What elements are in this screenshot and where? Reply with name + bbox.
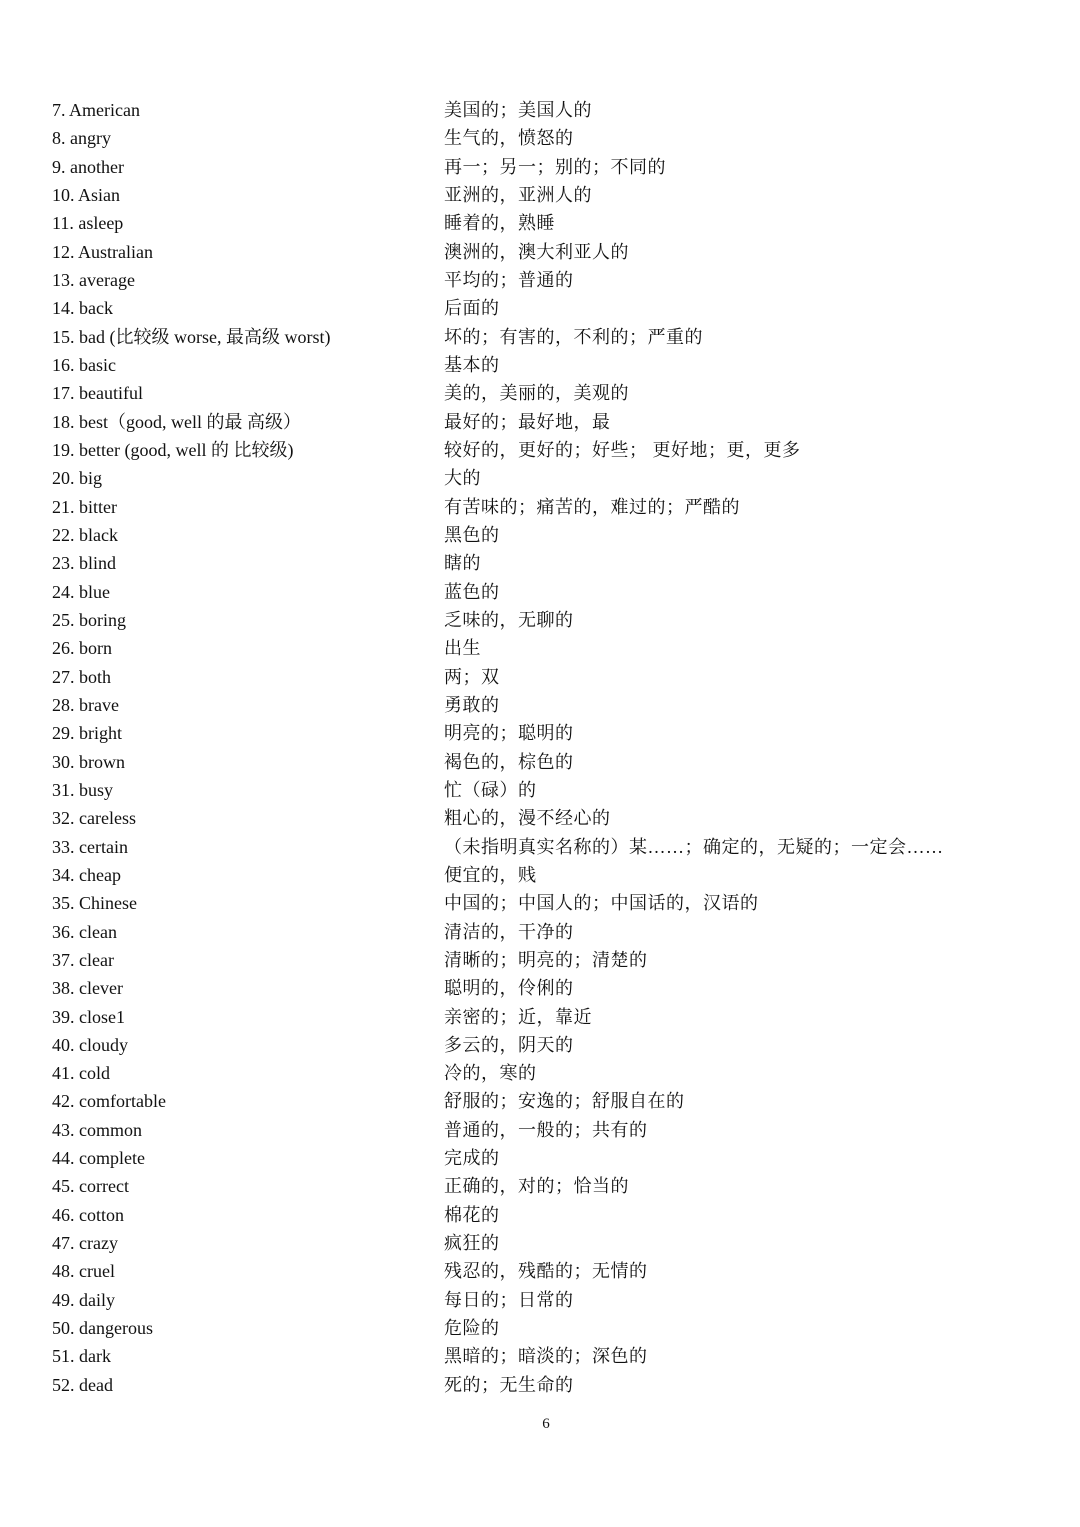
vocab-term: 46. cotton <box>52 1204 124 1225</box>
vocab-meaning: 澳洲的，澳大利亚人的 <box>444 241 629 262</box>
vocab-term: 30. brown <box>52 751 125 772</box>
vocab-term: 50. dangerous <box>52 1318 153 1339</box>
vocab-meaning: 疯狂的 <box>444 1233 500 1254</box>
vocab-term: 12. Australian <box>52 241 153 262</box>
vocab-term: 29. bright <box>52 723 122 744</box>
vocab-meaning: 死的；无生命的 <box>444 1374 574 1395</box>
vocab-entry <box>52 918 1052 946</box>
vocab-term: 22. black <box>52 524 118 545</box>
vocab-term: 39. close1 <box>52 1006 125 1027</box>
vocab-meaning: 普通的，一般的；共有的 <box>444 1119 648 1140</box>
vocab-entry <box>52 833 1052 861</box>
vocab-entry <box>52 493 1052 521</box>
vocab-meaning: 美国的；美国人的 <box>444 100 592 120</box>
vocab-term: 33. certain <box>52 836 128 857</box>
vocab-meaning: 较好的，更好的；好些； 更好地；更，更多 <box>444 439 801 460</box>
vocab-term: 42. comfortable <box>52 1091 166 1112</box>
vocab-entry <box>52 1087 1052 1115</box>
vocab-term: 11. asleep <box>52 213 124 234</box>
vocab-entry <box>52 578 1052 606</box>
vocab-meaning: 有苦味的；痛苦的，难过的；严酷的 <box>444 496 740 517</box>
vocab-entry <box>52 1314 1052 1342</box>
vocab-term: 38. clever <box>52 978 123 999</box>
page-number: 6 <box>542 1416 550 1432</box>
vocab-term: 15. bad (比较级 worse, 最高级 worst) <box>52 326 331 347</box>
vocab-entry <box>52 663 1052 691</box>
vocab-term: 49. daily <box>52 1289 115 1310</box>
vocab-meaning: 基本的 <box>444 354 500 375</box>
vocab-meaning: 褐色的，棕色的 <box>444 751 574 772</box>
vocab-term: 34. cheap <box>52 864 121 885</box>
vocab-entry <box>52 96 1052 124</box>
vocab-entry <box>52 1342 1052 1370</box>
vocab-meaning: 勇敢的 <box>444 694 500 715</box>
vocab-meaning: 明亮的；聪明的 <box>444 723 574 744</box>
vocab-term: 44. complete <box>52 1148 145 1169</box>
vocab-meaning: 亲密的；近，靠近 <box>444 1006 592 1027</box>
vocab-entry <box>52 804 1052 832</box>
vocab-entry <box>52 861 1052 889</box>
vocab-term: 7. American <box>52 100 140 120</box>
vocab-entry <box>52 238 1052 266</box>
vocab-meaning: 清晰的；明亮的；清楚的 <box>444 949 648 970</box>
vocab-term: 48. cruel <box>52 1261 115 1282</box>
vocab-meaning: 再一；另一；别的；不同的 <box>444 156 666 177</box>
vocab-entry <box>52 691 1052 719</box>
vocab-term: 26. born <box>52 638 112 659</box>
vocab-term: 14. back <box>52 298 113 319</box>
vocab-meaning: 出生 <box>444 638 481 659</box>
vocab-entry <box>52 1172 1052 1200</box>
vocab-term: 45. correct <box>52 1176 129 1197</box>
vocab-term: 13. average <box>52 269 135 290</box>
vocab-meaning: 粗心的，漫不经心的 <box>444 808 611 829</box>
vocab-term: 8. angry <box>52 128 111 149</box>
vocab-entry <box>52 351 1052 379</box>
vocab-entry <box>52 1286 1052 1314</box>
vocab-term: 52. dead <box>52 1374 113 1395</box>
vocab-meaning: （未指明真实名称的）某……；确定的，无疑的；一定会…… <box>444 836 944 857</box>
vocab-meaning: 乏味的，无聊的 <box>444 609 574 630</box>
vocab-entry <box>52 1031 1052 1059</box>
vocab-term: 28. brave <box>52 694 119 715</box>
vocab-meaning: 便宜的，贱 <box>444 864 537 885</box>
vocab-term: 41. cold <box>52 1063 110 1084</box>
vocab-entry <box>52 719 1052 747</box>
vocab-meaning: 每日的；日常的 <box>444 1289 574 1310</box>
vocab-meaning: 清洁的，干净的 <box>444 921 574 942</box>
vocab-meaning: 完成的 <box>444 1148 500 1169</box>
vocab-entry <box>52 748 1052 776</box>
vocab-meaning: 两；双 <box>444 666 500 687</box>
vocab-meaning: 亚洲的，亚洲人的 <box>444 184 592 205</box>
vocab-meaning: 平均的；普通的 <box>444 269 574 290</box>
vocab-entry <box>52 266 1052 294</box>
vocab-meaning: 睡着的，熟睡 <box>444 213 555 234</box>
vocab-term: 20. big <box>52 468 103 489</box>
vocab-term: 25. boring <box>52 609 126 630</box>
vocab-term: 10. Asian <box>52 184 121 205</box>
vocab-entry <box>52 634 1052 662</box>
vocab-meaning: 美的，美丽的，美观的 <box>444 383 629 404</box>
vocab-entry <box>52 776 1052 804</box>
vocab-meaning: 瞎的 <box>444 553 481 574</box>
vocab-meaning: 正确的，对的；恰当的 <box>444 1176 629 1197</box>
vocab-meaning: 最好的；最好地，最 <box>444 411 611 432</box>
vocab-term: 19. better (good, well 的 比较级) <box>52 439 294 460</box>
vocab-entry <box>52 606 1052 634</box>
vocab-term: 21. bitter <box>52 496 117 517</box>
vocab-entry <box>52 408 1052 436</box>
vocab-entry <box>52 464 1052 492</box>
vocab-entry <box>52 379 1052 407</box>
vocab-entry <box>52 946 1052 974</box>
vocab-term: 17. beautiful <box>52 383 143 404</box>
vocab-entry <box>52 323 1052 351</box>
vocab-meaning: 聪明的，伶俐的 <box>444 978 574 999</box>
vocab-entry <box>52 294 1052 322</box>
vocab-meaning: 忙（碌）的 <box>444 779 537 800</box>
vocab-term: 51. dark <box>52 1346 111 1367</box>
vocab-entry <box>52 124 1052 152</box>
vocab-entry <box>52 153 1052 181</box>
vocab-entry <box>52 1003 1052 1031</box>
vocab-entry <box>52 1371 1052 1399</box>
vocab-entry <box>52 209 1052 237</box>
vocab-meaning: 坏的；有害的，不利的；严重的 <box>444 326 703 347</box>
vocab-meaning: 黑暗的；暗淡的；深色的 <box>444 1346 648 1367</box>
vocab-entry <box>52 1257 1052 1285</box>
vocab-entry <box>52 889 1052 917</box>
vocab-entry <box>52 1144 1052 1172</box>
vocab-entry <box>52 1201 1052 1229</box>
vocab-entry <box>52 549 1052 577</box>
vocab-meaning: 残忍的，残酷的；无情的 <box>444 1261 648 1282</box>
vocab-entry <box>52 1229 1052 1257</box>
vocab-term: 43. common <box>52 1119 142 1140</box>
vocab-term: 35. Chinese <box>52 893 137 914</box>
vocab-term: 9. another <box>52 156 124 177</box>
vocab-meaning: 后面的 <box>444 298 500 319</box>
vocab-meaning: 棉花的 <box>444 1204 500 1225</box>
vocab-term: 27. both <box>52 666 112 687</box>
vocab-entry <box>52 1116 1052 1144</box>
vocab-entry <box>52 521 1052 549</box>
vocab-meaning: 大的 <box>444 468 481 489</box>
vocab-meaning: 蓝色的 <box>444 581 500 602</box>
vocab-meaning: 黑色的 <box>444 524 500 545</box>
vocab-term: 32. careless <box>52 808 136 829</box>
vocab-entry <box>52 1059 1052 1087</box>
vocab-entry <box>52 181 1052 209</box>
vocab-term: 36. clean <box>52 921 117 942</box>
vocab-meaning: 冷的，寒的 <box>444 1063 537 1084</box>
vocab-term: 23. blind <box>52 553 117 574</box>
vocab-meaning: 中国的；中国人的；中国话的，汉语的 <box>444 893 759 914</box>
vocab-term: 47. crazy <box>52 1233 118 1254</box>
vocab-entry <box>52 436 1052 464</box>
vocab-meaning: 多云的，阴天的 <box>444 1034 574 1055</box>
vocab-term: 37. clear <box>52 949 114 970</box>
vocab-meaning: 生气的，愤怒的 <box>444 128 574 149</box>
vocab-term: 31. busy <box>52 779 114 800</box>
vocab-term: 24. blue <box>52 581 110 602</box>
vocab-term: 40. cloudy <box>52 1034 128 1055</box>
vocab-entry <box>52 974 1052 1002</box>
vocab-meaning: 舒服的；安逸的；舒服自在的 <box>444 1091 685 1112</box>
vocabulary-list <box>52 96 1052 1399</box>
vocab-meaning: 危险的 <box>444 1318 500 1339</box>
vocab-term: 16. basic <box>52 354 116 375</box>
vocab-term: 18. best（good, well 的最 高级） <box>52 411 301 432</box>
